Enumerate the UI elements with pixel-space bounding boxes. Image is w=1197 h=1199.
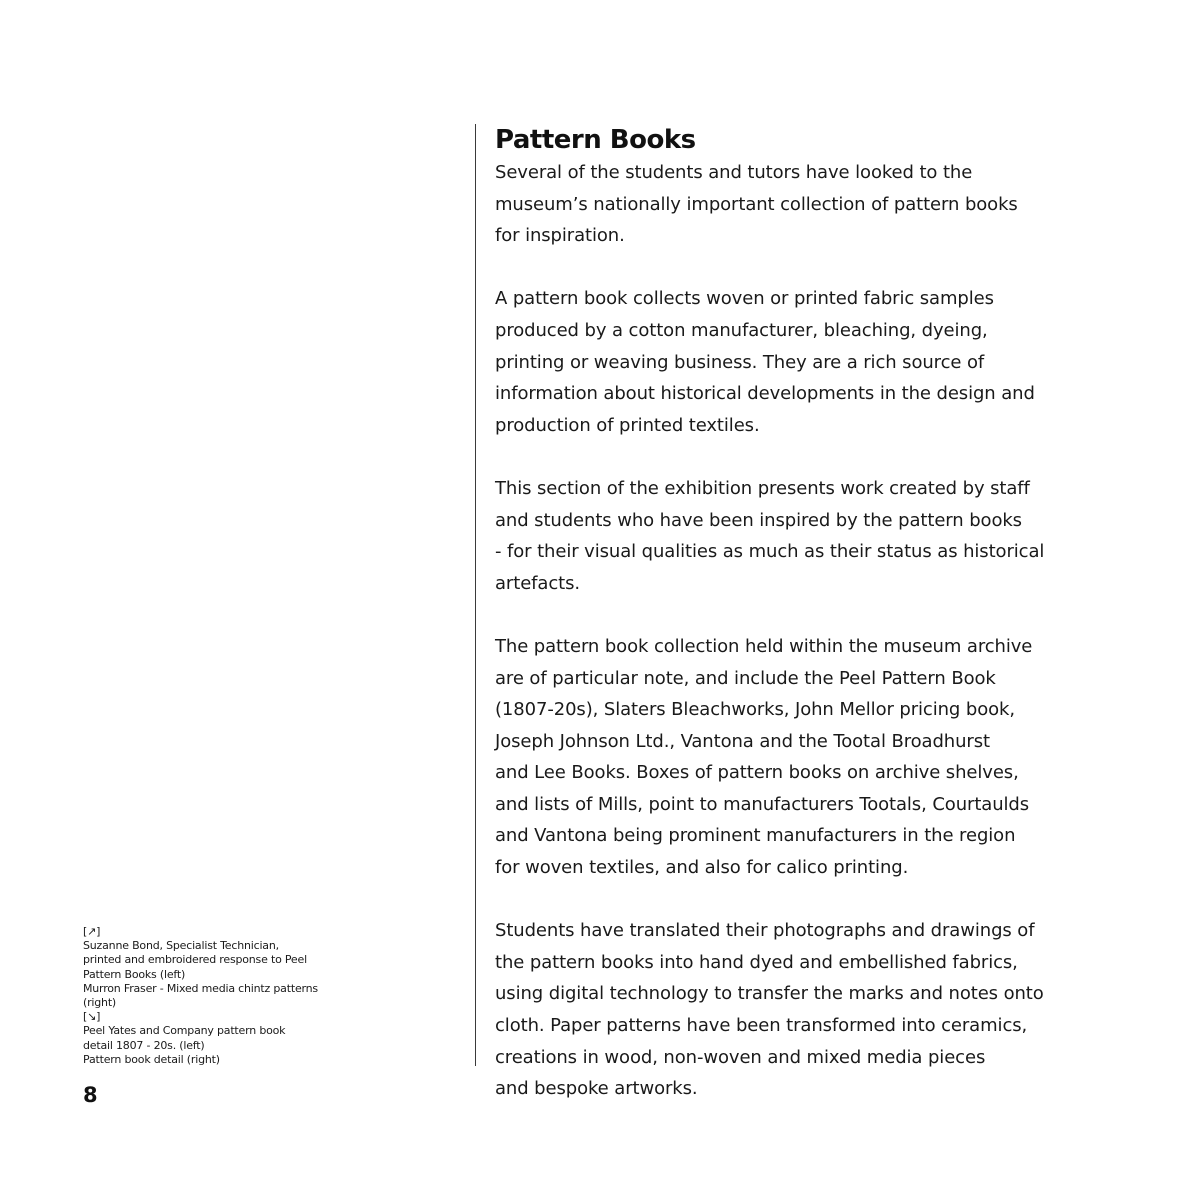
- caption-line: Peel Yates and Company pattern book: [83, 1024, 286, 1038]
- text-line: Several of the students and tutors have looked to the: [495, 162, 973, 183]
- main-text-column: [495, 123, 1055, 1136]
- caption-line: printed and embroidered response to Peel: [83, 953, 307, 967]
- caption-arrow-up-right: [↗]: [83, 925, 101, 938]
- text-line: and Vantona being prominent manufacturers in the region: [495, 825, 1016, 847]
- caption-line: Murron Fraser - Mixed media chintz patterns: [83, 981, 318, 995]
- text-line: Joseph Johnson Ltd., Vantona and the Tootal Broadhurst: [495, 730, 990, 752]
- image-caption: [83, 925, 333, 1067]
- text-line: produced by a cotton manufacturer, bleaching, dyeing,: [495, 319, 988, 341]
- text-line: cloth. Paper patterns have been transformed into ceramics,: [495, 1015, 1028, 1037]
- caption-arrow-down-right: [↘]: [83, 1010, 101, 1024]
- column-divider: [475, 124, 476, 1066]
- text-line: Students have translated their photographs and drawings of: [495, 920, 1035, 942]
- text-line: and lists of Mills, point to manufacturers Tootals, Courtaulds: [495, 793, 1030, 815]
- text-line: A pattern book collects woven or printed fabric samples: [495, 288, 994, 310]
- paragraph-collection: [495, 631, 1055, 884]
- text-line: and students who have been inspired by the pattern books: [495, 509, 1022, 531]
- text-line: - for their visual qualities as much as their status as historical: [495, 541, 1045, 563]
- section-title: Pattern Books: [495, 125, 696, 155]
- text-line: printing or weaving business. They are a rich source of: [495, 351, 985, 373]
- text-line: information about historical developments in the design and: [495, 383, 1035, 405]
- text-line: and bespoke artworks.: [495, 1078, 698, 1100]
- paragraph-students: [495, 915, 1055, 1105]
- paragraph-intro: [495, 157, 1055, 252]
- text-line: production of printed textiles.: [495, 414, 760, 436]
- caption-line: detail 1807 - 20s. (left): [83, 1038, 205, 1052]
- text-line: for inspiration.: [495, 225, 625, 247]
- text-line: (1807-20s), Slaters Bleachworks, John Mellor pricing book,: [495, 699, 1015, 721]
- text-line: artefacts.: [495, 572, 580, 594]
- text-line: The pattern book collection held within the museum archive: [495, 635, 1033, 657]
- paragraph-exhibition: [495, 473, 1055, 599]
- caption-line: (right): [83, 996, 117, 1010]
- text-line: the pattern books into hand dyed and embellished fabrics,: [495, 951, 1018, 973]
- caption-line: Pattern book detail (right): [83, 1052, 220, 1066]
- text-line: museum’s nationally important collection of pattern books: [495, 193, 1018, 215]
- text-line: and Lee Books. Boxes of pattern books on archive shelves,: [495, 762, 1019, 784]
- page-number: 8: [83, 1083, 98, 1107]
- text-line: This section of the exhibition presents work created by staff: [495, 477, 1030, 499]
- text-line: for woven textiles, and also for calico printing.: [495, 857, 909, 879]
- text-line: are of particular note, and include the Peel Pattern Book: [495, 667, 996, 689]
- text-line: creations in wood, non-woven and mixed media pieces: [495, 1046, 986, 1068]
- caption-line: Pattern Books (left): [83, 967, 186, 981]
- text-line: using digital technology to transfer the marks and notes onto: [495, 983, 1044, 1005]
- paragraph-definition: [495, 283, 1055, 441]
- caption-line: Suzanne Bond, Specialist Technician,: [83, 939, 279, 953]
